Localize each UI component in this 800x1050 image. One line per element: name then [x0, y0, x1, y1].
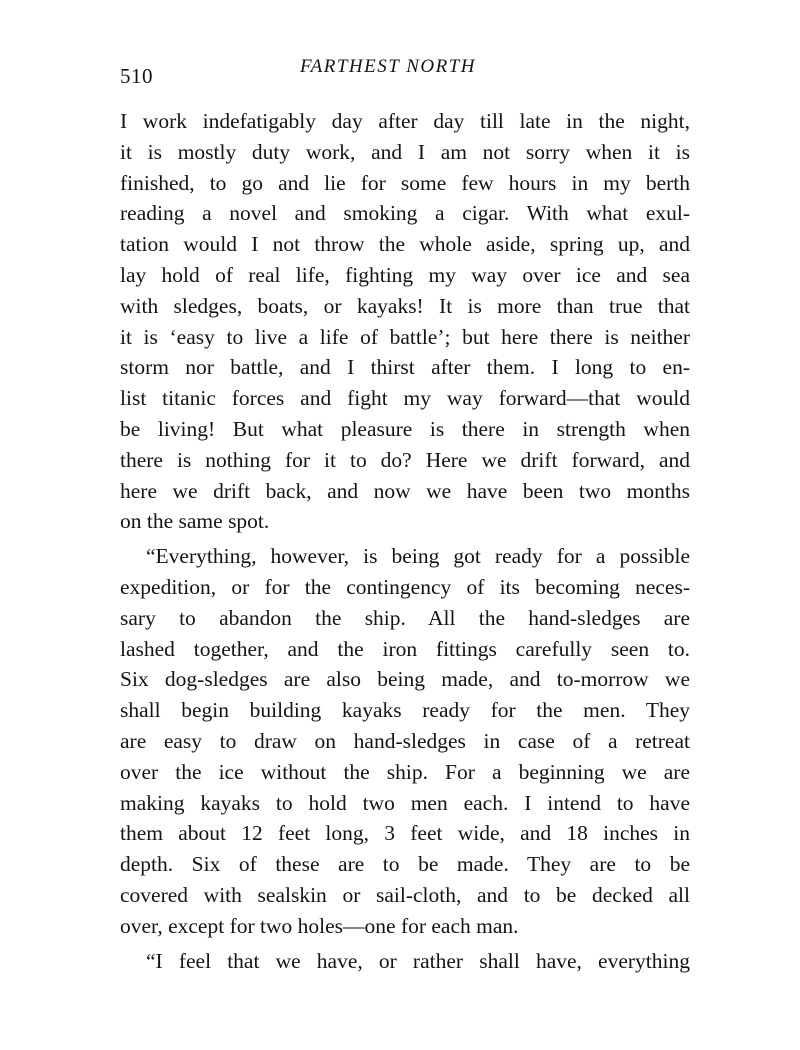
text-line: I work indefatigably day after day till late in the night,: [120, 109, 690, 133]
text-line: them about 12 feet long, 3 feet wide, and 18 inches in: [120, 821, 690, 846]
text-line: Six dog-sledges are also being made, and to-morrow we: [120, 667, 690, 692]
text-line: over, except for two holes—one for each man.: [120, 913, 519, 938]
text-line: it is mostly duty work, and I am not sorry when it is: [120, 139, 690, 164]
text-line: there is nothing for it to do? Here we drift forward, and: [120, 447, 690, 472]
text-line: “I feel that we have, or rather shall have, everything: [146, 948, 690, 973]
text-line: lay hold of real life, fighting my way over ice and sea: [120, 262, 690, 287]
body-text: [120, 106, 690, 976]
text-line: shall begin building kayaks ready for the men. They: [120, 698, 690, 723]
text-line: lashed together, and the iron fittings carefully seen to.: [120, 636, 690, 661]
text-line: making kayaks to hold two men each. I intend to have: [120, 790, 690, 815]
page-number: 510: [120, 64, 153, 88]
text-line: over the ice without the ship. For a beginning we are: [120, 759, 690, 784]
paragraph: [120, 106, 690, 537]
text-line: with sledges, boats, or kayaks! It is more than true that: [120, 293, 690, 318]
text-line: covered with sealskin or sail-cloth, and to be decked all: [120, 882, 690, 907]
text-line: are easy to draw on hand-sledges in case of a retreat: [120, 728, 690, 753]
text-line: here we drift back, and now we have been two months: [120, 478, 690, 503]
text-line: it is ‘easy to live a life of battle’; but here there is neither: [120, 324, 690, 349]
text-line: reading a novel and smoking a cigar. With what exul-: [120, 201, 690, 226]
paragraph: [120, 541, 690, 941]
text-line: sary to abandon the ship. All the hand-sledges are: [120, 605, 690, 630]
paragraph: [120, 946, 690, 977]
text-line: “Everything, however, is being got ready for a possible: [146, 544, 690, 569]
text-line: storm nor battle, and I thirst after them. I long to en-: [120, 355, 690, 380]
text-line: depth. Six of these are to be made. They are to be: [120, 852, 690, 877]
text-line: finished, to go and lie for some few hours in my berth: [120, 170, 690, 195]
page-header: [120, 56, 700, 86]
text-line: on the same spot.: [120, 509, 270, 534]
text-line: be living! But what pleasure is there in strength when: [120, 416, 690, 441]
running-title: FARTHEST NORTH: [300, 56, 477, 77]
text-line: tation would I not throw the whole aside, spring up, and: [120, 232, 690, 257]
text-line: expedition, or for the contingency of its becoming neces-: [120, 574, 690, 599]
text-line: list titanic forces and fight my way forward—that would: [120, 386, 690, 411]
